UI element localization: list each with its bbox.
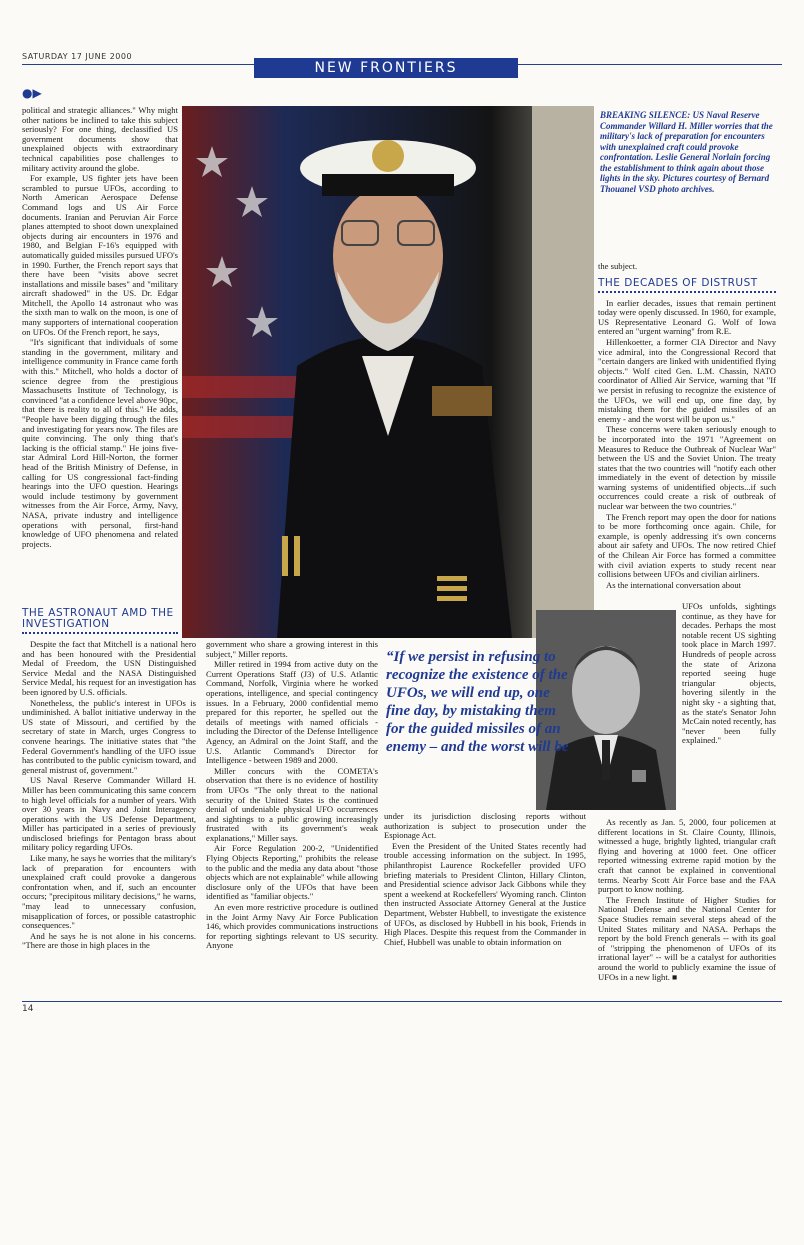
column-1-bottom (22, 640, 196, 952)
section-heading-decades: THE DECADES OF DISTRUST (598, 276, 758, 289)
column-1 (22, 106, 178, 550)
section-heading-astronaut: THE ASTRONAUT AMD THE INVESTIGATION (22, 607, 174, 630)
paragraph: Nonetheless, the public's interest in UFOs is undiminished. A ballot initiative underway in the US state of Missouri, and certified by the secretary of state in March, urges Congress to convene hearings. The initiative states that "the Federal Government's handling of the UFO issue has contributed to the public cynicism toward, and general mistrust of, government." (22, 697, 196, 775)
paragraph: The French report may open the door for nations to be more forthcoming once again. Chile, for example, is openly addressing it's own concerns about air safety and UFOs. The now retired Chief of the Chilean Air Force has formed a committee with civil aviation experts to study recent near collisions between UFOs and civilian airliners. (598, 511, 776, 580)
page-number: 14 (22, 1004, 34, 1014)
column-2 (206, 640, 378, 952)
paragraph: Miller retired in 1994 from active duty on the Current Operations Staff (J3) of U.S. Atlantic Command, Norfolk, Virginia where he worked operations, intelligence, and special contingency issues. In a February, 2000 confidential memo prepared for this reporter, he spelled out the details of meetings with named officials - including the Director of the Defense Intelligence Agency, an Admiral on the Joint Staff, and the U.S. Atlantic Command's Director for Intelligence - between 1989 and 2000. (206, 659, 378, 766)
paragraph: As recently as Jan. 5, 2000, four policemen at different locations in St. Claire County, Illinois, witnessed a huge, brightly lighted, triangular craft flying and hovering at 1000 feet. One officer reported witnessing extreme rapid motion by the craft that cannot be explained in conventional terms. Nearby Scott Air Force base and the FAA purport to know nothing. (598, 817, 776, 895)
column-4-wrap (682, 602, 776, 747)
paragraph: An even more restrictive procedure is outlined in the Joint Army Navy Air Force Publication 146, which provides communications instructions for reporting sightings relevant to US security. Anyone (206, 902, 378, 951)
section-banner: NEW FRONTIERS (254, 58, 518, 78)
pull-quote: “If we persist in refusing to recognize the existence of the UFOs, we will end up, one fine day, by mistaking them for the guided missiles of an enemy – and the worst will be (386, 649, 569, 755)
paragraph: And he says he is not alone in his concerns. "There are those in high places in the (22, 930, 196, 951)
paragraph: political and strategic alliances." Why might other nations be inclined to take this subject seriously? For one thing, declassified US government documents show that unexplained objects with extraordinary technical capabilities pose challenges to military activity around the globe. (22, 105, 178, 173)
issue-date: SATURDAY 17 JUNE 2000 (22, 52, 133, 61)
footer-rule (22, 1001, 782, 1002)
portrait-illustration (182, 106, 594, 638)
paragraph: the subject. (598, 261, 638, 271)
paragraph: US Naval Reserve Commander Willard H. Miller has been communicating this same concern to high level officials for a number of years. With over 30 years in Navy and Joint Interagency operations with the US Defense Department, Miller has participated in a series of previously undisclosed briefings for Pentagon brass about military policy regarding UFOs. (22, 775, 196, 853)
column-4 (598, 262, 776, 591)
paragraph: "It's significant that individuals of some standing in the government, military and intelligence community in France came forth with this." Mitchell, who holds a doctor of science degree from the prestigious Massachusetts Institute of Technology, is convinced "at a confidence level above 90pc, that there is reality to all of this." He adds, "People have been digging through the files and investigating for years now. The files are quite convincing. The only thing that's lacking is the official stamp." He joins five-star Admiral Lord Hill-Norton, the former head of the British Ministry of Defense, in calling for US congressional fact-finding hearings into the UFO question. Hearings would include testimony by government witnesses from the Air Force, Army, Navy, NASA, private industry and intelligence operations with personal, first-hand knowledge of UFO phenomena and related projects. (22, 337, 178, 549)
heading-divider (598, 291, 776, 293)
paragraph: In earlier decades, issues that remain pertinent today were openly discussed. In 1960, for example, US Representative Leonard G. Wolf of Iowa entered an "urgent warning" from R.E. (598, 297, 776, 337)
heading-divider (22, 632, 178, 634)
paragraph: Despite the fact that Mitchell is a national hero and has been honoured with the Presidential Medal of Freedom, the USN Distinguished Service Medal and the NASA Distinguished Service Medal, his request for an investigation has been ignored by U.S. officials. (22, 639, 196, 697)
photo-caption: BREAKING SILENCE: US Naval Reserve Commander Willard H. Miller worries that the military's lack of preparation for encounters with unexplained craft could provoke confrontation. Leslie General Norlain forcing the establishment to think again about those lights in the sky. Pictures courtesy of Bernard Thouanel VSD photo archives. (600, 110, 773, 194)
paragraph: Air Force Regulation 200-2, "Unidentified Flying Objects Reporting," prohibits the release to the public and the media any data about "those objects which are not explainable" while allowing disclosure only of the UFOs that have been identified as "familiar objects." (206, 843, 378, 902)
paragraph: These concerns were taken seriously enough to be incorporated into the 1971 "Agreement on Measures to Reduce the Outbreak of Nuclear War" between the US and the Soviet Union. The treaty states that the two countries will "notify each other immediately in the event of detection by missile warning systems of unidentified objects...if such occurrences could create a risk of outbreak of nuclear war between the two countries." (598, 424, 776, 512)
paragraph: The French Institute of Higher Studies for National Defense and the National Center for Space Studies remain several steps ahead of the United States military and NASA. Perhaps the report by the bold French generals -- with its goal of "stripping the phenomenon of UFOs of its irrational layer" -- will be a catalyst for authorities around the world to publicly examine the issue of UFOs in a new light. ■ (598, 894, 776, 982)
paragraph: government who share a growing interest in this subject," Miller reports. (206, 639, 378, 659)
commander-miller-photo (182, 106, 594, 638)
continuation-arrow-icon: ●▶ (22, 86, 42, 100)
paragraph: Like many, he says he worries that the military's lack of preparation for encounters with unexplained craft could provoke a dangerous confrontation when, and if, such an encounter occurs; "precipitous military decisions," he warns, "may lead to unnecessary confusion, misapplication of forces, or possible catastrophic consequences." (22, 853, 196, 931)
paragraph: As the international conversation about (606, 579, 742, 590)
paragraph: under its jurisdiction disclosing reports without authorization is subject to prosecution under the Espionage Act. (384, 811, 586, 841)
column-3 (384, 812, 586, 948)
paragraph: Hillenkoetter, a former CIA Director and Navy vice admiral, into the Congressional Record that "certain dangers are linked with unidentified flying objects." Wolf cited Gen. L.M. Chassin, NATO coordinator of Allied Air Service, warning that "If we persist in refusing to recognize the existence of the UFOs, we will end up, one fine day, by mistaking them for the guided missiles of an enemy - and the worst will be upon us." (598, 336, 776, 424)
column-4-bottom (598, 818, 776, 983)
paragraph: Even the President of the United States recently had trouble accessing information on the subject. In 1995, philanthropist Laurence Rockefeller provided UFO briefing materials to President Clinton, Hillary Clinton, and Presidential science advisor Jack Gibbons while they spent a weekend at Rockefellers' Wyoming ranch. Clinton then instructed Associate Attorney General at the Justice Department, Webster Hubbell, to investigate the existence of UFOs, as disclosed by Hubbell in his book, Friends in High Places. Despite this request from the Commander in Chief, Hubbell was unable to obtain information on (384, 840, 586, 947)
paragraph: For example, US fighter jets have been scrambled to pursue UFOs, according to North American Aerospace Defense Command logs and US Air Force documents. Iranian and Peruvian Air Force planes attempted to shoot down unexplained objects during air encounters in 1976 and 1980, and Belgian F-16's equipped with automatically guided missiles pursued UFO's in 1990. Further, the French report says that there have been "visits above secret installations and missile bases" and "military aircraft shadowed" in the US. Dr. Edgar Mitchell, the Apollo 14 astronaut who was the sixth man to walk on the moon, is one of many supporters of international cooperation on UFOs. Of the French report, he says, (22, 173, 178, 337)
paragraph: UFOs unfolds, sightings continue, as they have for decades. Perhaps the most notable recent US sighting took place in March 1997. Hundreds of people across the state of Arizona reported seeing huge triangular objects, hovering silently in the night sky - a sighting that, as the state's Senator John McCain noted recently, has "never been fully explained." (682, 601, 776, 746)
paragraph: Miller concurs with the COMETA's observation that there is no evidence of hostility from UFOs "The only threat to the national security of the United States is the continued denial of undeniable physical UFO occurrences and sightings to a public growing increasingly frustrated with its government's weak explanations," Miller says. (206, 765, 378, 843)
